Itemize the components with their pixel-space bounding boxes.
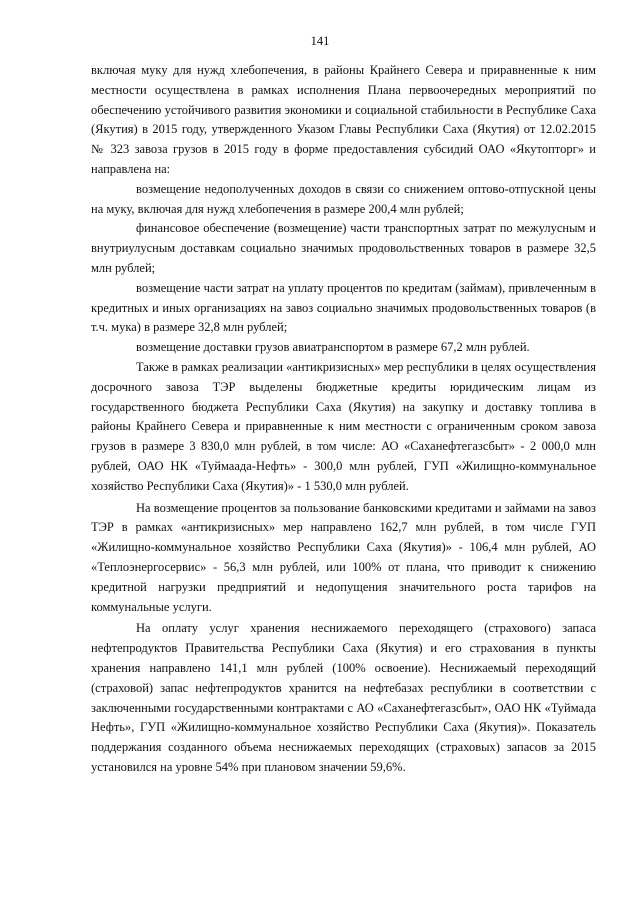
page-number: 141 [310,34,330,48]
paragraph-budget-credits: Также в рамках реализации «антикризисных» мер республики в целях осуществления досрочного завоза ТЭР выделены бюджетные кредиты юридическим лицам из государственного бюджета Республики Саха (Якутия) на закупку и доставку топлива в районы Крайнего Севера и приравненные к ним местности с ограниченным сроком завоза грузов в размере 3 830,0 млн рублей, в том числе: АО «Саханефтегазсбыт» - 2 000,0 млн рублей, ОАО НК «Туймаада-Нефть» - 300,0 млн рублей, ГУП «Жилищно-коммунальное хозяйство Республики Саха (Якутия)» - 1 530,0 млн рублей. [91,359,596,493]
paragraph-continuation: включая муку для нужд хлебопечения, в районы Крайнего Севера и приравненные к ним местности осуществлена в рамках исполнения Плана первоочередных мероприятий по обеспечению устойчивого развития экономики и социальной стабильности в Республике Саха (Якутия) в 2015 году, утвержденного Указом Главы Республики Саха (Якутия) от 12.02.2015 № 323 завоза грузов в 2015 году в форме предоставления субсидий ОАО «Якутопторг» и направлена на: [91,63,596,176]
paragraph-item-air-delivery: возмещение доставки грузов авиатранспортом в размере 67,2 млн рублей. [136,340,530,355]
document-body [91,61,596,778]
paragraph-reserve-storage: На оплату услуг хранения неснижаемого переходящего (страхового) запаса нефтепродуктов Правительства Республики Саха (Якутия) и его страхования в пункты хранения направлено 141,1 млн рублей (100% освоение). Неснижаемый переходящий (страховой) запас нефтепродуктов хранится на нефтебазах республики в соответствии с заключенными государственными контрактами с АО «Саханефтегазсбыт», ОАО НК «Туймада Нефть», ГУП «Жилищно-коммунальное хозяйство Республики Саха (Якутия)». Показатель поддержания созданного объема неснижаемых переходящих (страховых) запасов за 2015 установился на уровне 54% при плановом значении 59,6%. [91,621,596,774]
paragraph-item-flour-compensation: возмещение недополученных доходов в связи со снижением оптово-отпускной цены на муку, включая для нужд хлебопечения в размере 200,4 млн рублей; [91,181,596,216]
paragraph-item-credit-interest: возмещение части затрат на уплату процентов по кредитам (займам), привлеченным в кредитных и иных организациях на завоз социально значимых продовольственных товаров (в т.ч. мука) в размере 32,8 млн рублей; [91,280,596,335]
paragraph-item-transport-costs: финансовое обеспечение (возмещение) части транспортных затрат по межулусным и внутриулусным доставкам социально значимых продовольственных товаров в размере 32,5 млн рублей; [91,221,596,275]
paragraph-interest-compensation: На возмещение процентов за пользование банковскими кредитами и займами на завоз ТЭР в рамках «антикризисных» мер направлено 162,7 млн рублей, в том числе ГУП «Жилищно-коммунальное хозяйство Республики Саха (Якутия)» - 106,4 млн рублей, АО «Теплоэнергосервис» - 56,3 млн рублей, или 100% от плана, что приводит к снижению кредитной нагрузки предприятий и недопущения значительного роста тарифов на коммунальные услуги. [91,500,596,614]
